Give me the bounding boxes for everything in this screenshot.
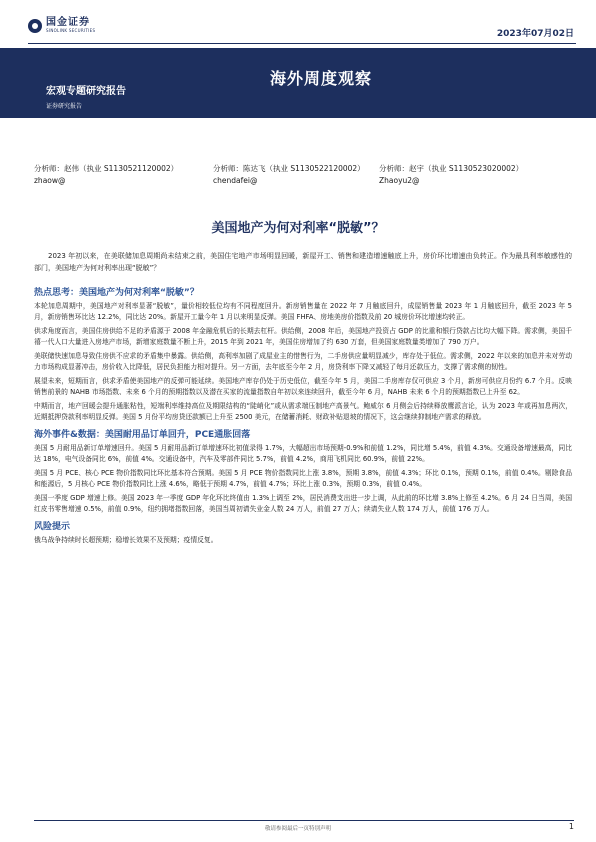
company-logo: [28, 17, 95, 34]
page-number: 1: [568, 822, 574, 831]
section-heading-risk: 风险提示: [34, 522, 71, 532]
paragraph: 本轮加息周期中，美国地产对利率显著“脱敏”，量价相较低位均有不同程度回升。新房销售量在 2022 年 7 月触底回升，成屋销售量 2023 年 1 月触底回升，截至 2023 年 5 月，新房销售环比达 12.2%，同比达 20%。新屋开工量今年 1 月以来明显反弹。美国 FHFA、房地美房价指数及前 20 城房价环比增速均转正。: [34, 302, 572, 321]
paragraph: 美国 5 月耐用品新订单增速回升。美国 5 月耐用品新订单增速环比初值录得 1.7%，大幅超出市场预期-0.9%和前值 1.2%，同比增 5.4%，前值 4.3%。交通设备增速最高，同比达 18%，电气设备同比 6%，前值 4%。交通设备中，汽车及零部件同比 5.7%，前值 4.2%，商用飞机同比 60.9%，前值 22%。: [34, 444, 572, 463]
analyst-email[interactable]: zhaow@: [34, 176, 66, 185]
logo-name-cn: 国金证券: [46, 17, 90, 28]
paragraph: 美国一季度 GDP 增速上修。美国 2023 年一季度 GDP 年化环比终值由 1.3%上调至 2%，居民消费支出进一步上调，从此前的环比增 3.8%上修至 4.2%。6 月 24 日当周，美国红皮书零售增速 0.5%，前值 0.9%，纽约拥堵指数回落，美国当周初请失业金人数 24 万人，前值 27 万人；续请失业人数 174 万人，前值 176 万人。: [34, 494, 572, 513]
analyst-entry: [379, 163, 569, 187]
report-body: [34, 250, 572, 546]
intro-paragraph: 2023 年初以来，在美联储加息周期尚未结束之前，美国住宅地产市场明显回暖，新屋开工、销售和建造增速触底上升，房价环比增速由负转正。作为最具利率敏感性的部门，美国地产为何对利率出现“脱敏”？: [34, 252, 572, 272]
analyst-email[interactable]: Zhaoyu2@: [379, 176, 420, 185]
report-subtype: 证券研究报告: [46, 103, 83, 110]
analyst-name: 分析师：陈达飞（执业 S1130522120002）: [213, 164, 365, 173]
report-main-title: 美国地产为何对利率“脱敏”？: [211, 221, 385, 236]
report-type: 宏观专题研究报告: [46, 86, 126, 97]
section-heading-hot-topic: 热点思考：美国地产为何对利率“脱敏”？: [34, 288, 199, 298]
paragraph: 俄乌战争持续时长超预期；稳增长效果不及预期；疫情反复。: [34, 536, 218, 544]
logo-name-en: SINOLINK SECURITIES: [46, 28, 96, 33]
paragraph: 展望未来，短期而言，供求矛盾使美国地产的反弹可能延续。美国地产库存仍处于历史低位，截至今年 5 月，美国二手房库存仅可供应 3 个月，新房可供应月份约 6.7 个月。反映销售前景的 NAHB 市场指数、未来 6 个月的预期指数以及潜在买家的流量指数自年初以来连续回升，截至今年 6 月，NAHB 未来 6 个月的预期指数已上升至 62。: [34, 377, 572, 396]
analyst-list: [34, 163, 574, 187]
report-series-title: 海外周度观察: [270, 69, 373, 88]
section-heading-events: 海外事件&数据：美国耐用品订单回升，PCE通胀回落: [34, 430, 251, 440]
report-date: 2023年07月02日: [496, 29, 574, 39]
analyst-email[interactable]: chendafei@: [213, 176, 258, 185]
analyst-entry: [213, 163, 379, 187]
analyst-name: 分析师：赵宇（执业 S1130523020002）: [379, 164, 524, 173]
paragraph: 供求角度而言，美国住房供给不足的矛盾源于 2008 年金融危机后的长期去杠杆。供给侧，2008 年后，美国地产投资占 GDP 的比重和银行贷款占比均大幅下降。需求侧，美国千禧一代人口大量进入房地产市场，新增家庭数量不断上升，2015 年到 2021 年，美国住房增加了约 630 万套，但美国家庭数量类增加了 790 万户。: [34, 327, 572, 346]
paragraph: 中期而言，地产回暖会提升通胀粘性，短端利率维持高位及期限结构的“陡峭化”或从需求端压制地产高景气。鲍威尔 6 月侧会后持续释放鹰派言论，认为 2023 年或再加息两次，近期抵押贷款利率明显反弹。美国 5 月份平均房贷还款额已上升至 2500 美元，在储蓄消耗、财政补贴退坡的情况下，这会继续抑制地产需求的释放。: [34, 402, 572, 421]
paragraph: 美联储快速加息导致住房供不应求的矛盾集中暴露。供给侧，高利率加剧了成屋业主的惜售行为，二手房供应量明显减少，库存处于低位。需求侧，2022 年以来的加息并未对劳动力市场构成显著冲击，房价收入比降低，居民负担能力相对提升。另一方面，去年底至今年 2 月，房贷利率下降又减轻了每月还款压力，支撑了需求侧的韧性。: [34, 352, 572, 371]
header-divider: [28, 43, 576, 44]
report-header: [0, 0, 596, 118]
footer-divider: [34, 820, 574, 821]
footer-disclaimer-note[interactable]: 敬请参阅最后一页特别声明: [264, 826, 331, 832]
analyst-entry: [34, 163, 213, 187]
analyst-name: 分析师：赵伟（执业 S1130521120002）: [34, 164, 179, 173]
logo-mark-icon: [28, 19, 42, 33]
paragraph: 美国 5 月 PCE、核心 PCE 物价指数同比环比基本符合预期。美国 5 月 PCE 物价指数同比上涨 3.8%，预期 3.8%，前值 4.3%；环比 0.1%，预期 0.1%，前值 0.4%。剔除食品和能源后，5 月核心 PCE 物价指数同比上涨 4.6%，略低于预期 4.7%，前值 4.7%；环比上涨 0.3%，预期 0.3%，前值 0.4%。: [34, 469, 572, 488]
